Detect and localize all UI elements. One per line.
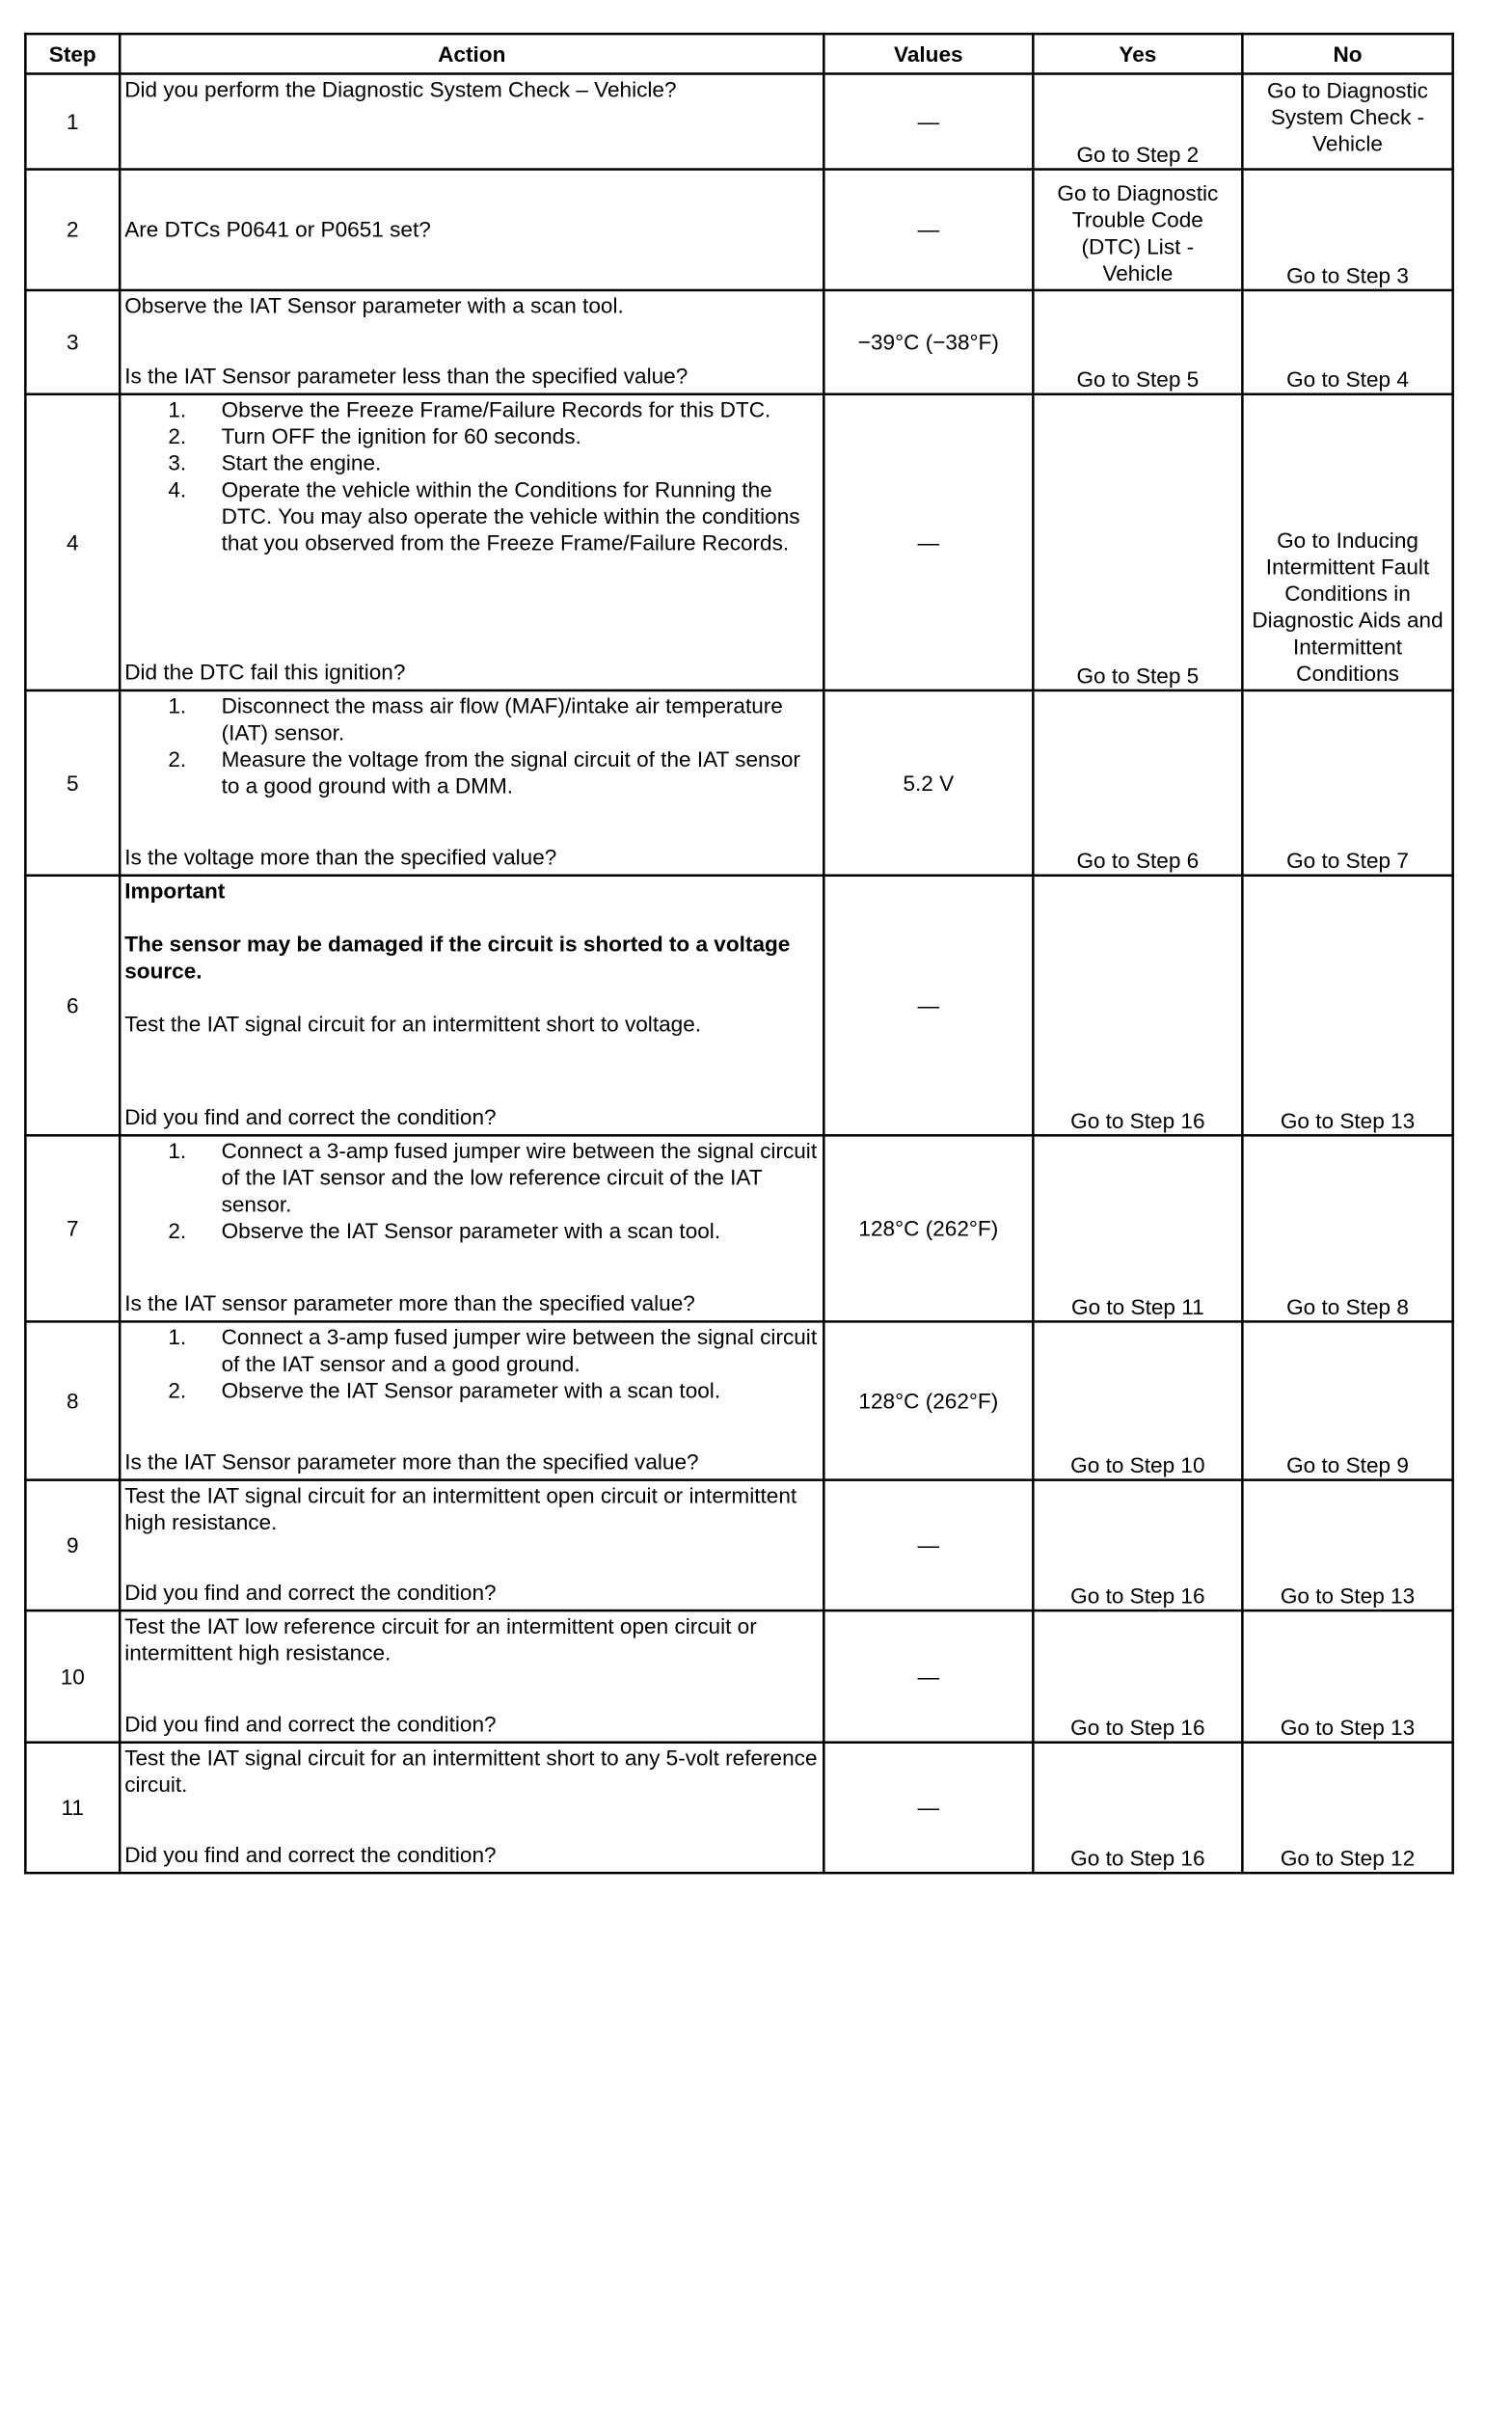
action-cell [120, 1321, 824, 1479]
list-text: Observe the IAT Sensor parameter with a scan tool. [221, 1378, 721, 1403]
spacer [124, 985, 819, 1012]
no-cell: Go to Step 8 [1242, 1135, 1452, 1321]
table-row [25, 170, 1452, 290]
diagnostic-table-wrapper [24, 33, 1451, 1875]
list-item [168, 476, 819, 556]
step-number: 7 [25, 1135, 120, 1321]
header-action: Action [120, 34, 824, 73]
list-text: Turn OFF the ignition for 60 seconds. [221, 424, 581, 449]
spacer [124, 905, 819, 932]
action-text: Test the IAT signal circuit for an intermittent short to voltage. [124, 1012, 702, 1037]
value-cell: 128°C (262°F) [824, 1321, 1033, 1479]
header-no: No [1242, 34, 1452, 73]
action-text: Test the IAT low reference circuit for an intermittent open circuit or intermittent high resistance. [124, 1613, 757, 1665]
list-item [168, 449, 819, 476]
no-cell: Go to Step 7 [1242, 690, 1452, 876]
list-number: 2. [168, 746, 187, 771]
list-item [168, 1377, 819, 1404]
action-cell [120, 170, 824, 290]
table-row [25, 1135, 1452, 1321]
value-cell: — [824, 1743, 1033, 1873]
value-cell: — [824, 1480, 1033, 1611]
yes-cell: Go to Step 5 [1033, 290, 1242, 394]
list-text: Start the engine. [221, 450, 382, 475]
yes-cell: Go to Step 11 [1033, 1135, 1242, 1321]
action-question: Is the IAT sensor parameter more than the specified value? [124, 1291, 695, 1316]
yes-cell: Go to Step 6 [1033, 690, 1242, 876]
list-number: 3. [168, 450, 187, 475]
table-row [25, 1321, 1452, 1479]
list-item [168, 692, 819, 745]
no-cell: Go to Diagnostic System Check - Vehicle [1242, 73, 1452, 169]
no-cell: Go to Inducing Intermittent Fault Conditions in Diagnostic Aids and Intermittent Conditions [1242, 394, 1452, 690]
no-cell: Go to Step 3 [1242, 170, 1452, 290]
action-question: Is the voltage more than the specified value? [124, 845, 557, 870]
yes-cell: Go to Step 16 [1033, 1743, 1242, 1873]
no-cell: Go to Step 9 [1242, 1321, 1452, 1479]
action-text: Are DTCs P0641 or P0651 set? [124, 217, 431, 242]
action-cell [120, 1743, 824, 1873]
step-number: 4 [25, 394, 120, 690]
no-cell: Go to Step 4 [1242, 290, 1452, 394]
step-number: 3 [25, 290, 120, 394]
instruction-list [124, 1138, 819, 1244]
list-number: 1. [168, 693, 187, 718]
action-question: Did you find and correct the condition? [124, 1580, 497, 1605]
yes-cell: Go to Step 16 [1033, 1611, 1242, 1743]
list-item [168, 746, 819, 799]
step-number: 2 [25, 170, 120, 290]
value-cell: — [824, 876, 1033, 1136]
no-cell: Go to Step 12 [1242, 1743, 1452, 1873]
action-question: Did you find and correct the condition? [124, 1104, 497, 1130]
list-text: Operate the vehicle within the Conditions for Running the DTC. You may also operate the vehicle within the conditions that you observed from the Freeze Frame/Failure Records. [221, 477, 800, 555]
important-text: The sensor may be damaged if the circuit is shorted to a voltage source. [124, 932, 791, 984]
header-yes: Yes [1033, 34, 1242, 73]
value-cell: 128°C (262°F) [824, 1135, 1033, 1321]
list-item [168, 396, 819, 423]
value-cell: — [824, 1611, 1033, 1743]
step-number: 8 [25, 1321, 120, 1479]
action-text: Did you perform the Diagnostic System Check – Vehicle? [124, 77, 677, 102]
list-text: Measure the voltage from the signal circuit of the IAT sensor to a good ground with a DMM. [221, 746, 800, 798]
action-cell [120, 1480, 824, 1611]
diagnostic-table [24, 33, 1454, 1875]
list-text: Observe the IAT Sensor parameter with a scan tool. [221, 1218, 721, 1243]
important-label: Important [124, 879, 226, 904]
table-row [25, 1480, 1452, 1611]
list-number: 4. [168, 477, 187, 502]
action-cell [120, 690, 824, 876]
action-cell [120, 394, 824, 690]
step-number: 11 [25, 1743, 120, 1873]
list-item [168, 423, 819, 450]
step-number: 5 [25, 690, 120, 876]
list-number: 1. [168, 1325, 187, 1350]
list-number: 2. [168, 1218, 187, 1243]
action-cell [120, 1611, 824, 1743]
value-cell: — [824, 170, 1033, 290]
table-row [25, 290, 1452, 394]
list-number: 2. [168, 1378, 187, 1403]
value-cell: −39°C (−38°F) [824, 290, 1033, 394]
action-question: Is the IAT Sensor parameter more than the specified value? [124, 1449, 699, 1475]
table-row [25, 73, 1452, 169]
action-text: Test the IAT signal circuit for an intermittent open circuit or intermittent high resistance. [124, 1483, 797, 1535]
step-number: 9 [25, 1480, 120, 1611]
yes-cell: Go to Step 2 [1033, 73, 1242, 169]
list-text: Disconnect the mass air flow (MAF)/intake air temperature (IAT) sensor. [221, 693, 783, 745]
table-row [25, 394, 1452, 690]
step-number: 6 [25, 876, 120, 1136]
value-cell: 5.2 V [824, 690, 1033, 876]
yes-cell: Go to Step 10 [1033, 1321, 1242, 1479]
action-question: Did the DTC fail this ignition? [124, 660, 406, 685]
list-text: Connect a 3-amp fused jumper wire between the signal circuit of the IAT sensor and the low reference circuit of the IAT sensor. [221, 1139, 818, 1217]
list-item [168, 1324, 819, 1377]
value-cell: — [824, 394, 1033, 690]
table-row [25, 690, 1452, 876]
list-item [168, 1138, 819, 1218]
header-step: Step [25, 34, 120, 73]
table-row [25, 1743, 1452, 1873]
action-question: Did you find and correct the condition? [124, 1842, 497, 1867]
yes-cell: Go to Diagnostic Trouble Code (DTC) List - Vehicle [1033, 170, 1242, 290]
table-row [25, 1611, 1452, 1743]
yes-cell: Go to Step 16 [1033, 1480, 1242, 1611]
action-text: Observe the IAT Sensor parameter with a scan tool. [124, 293, 624, 318]
no-cell: Go to Step 13 [1242, 1611, 1452, 1743]
action-cell [120, 876, 824, 1136]
no-cell: Go to Step 13 [1242, 876, 1452, 1136]
list-number: 1. [168, 397, 187, 422]
header-values: Values [824, 34, 1033, 73]
table-row [25, 876, 1452, 1136]
step-number: 1 [25, 73, 120, 169]
action-cell [120, 73, 824, 169]
table-header-row [25, 34, 1452, 73]
no-cell: Go to Step 13 [1242, 1480, 1452, 1611]
action-question: Did you find and correct the condition? [124, 1712, 497, 1737]
list-text: Observe the Freeze Frame/Failure Records for this DTC. [221, 397, 771, 422]
instruction-list [124, 692, 819, 798]
action-text: Test the IAT signal circuit for an intermittent short to any 5-volt reference circuit. [124, 1746, 818, 1798]
yes-cell: Go to Step 5 [1033, 394, 1242, 690]
value-cell: — [824, 73, 1033, 169]
action-cell [120, 1135, 824, 1321]
list-number: 2. [168, 424, 187, 449]
list-item [168, 1218, 819, 1245]
instruction-list [124, 1324, 819, 1404]
action-cell [120, 290, 824, 394]
instruction-list [124, 396, 819, 556]
step-number: 10 [25, 1611, 120, 1743]
action-question: Is the IAT Sensor parameter less than the specified value? [124, 364, 688, 389]
yes-cell: Go to Step 16 [1033, 876, 1242, 1136]
list-text: Connect a 3-amp fused jumper wire between the signal circuit of the IAT sensor and a good ground. [221, 1325, 818, 1376]
list-number: 1. [168, 1139, 187, 1164]
important-notice [124, 878, 819, 1038]
